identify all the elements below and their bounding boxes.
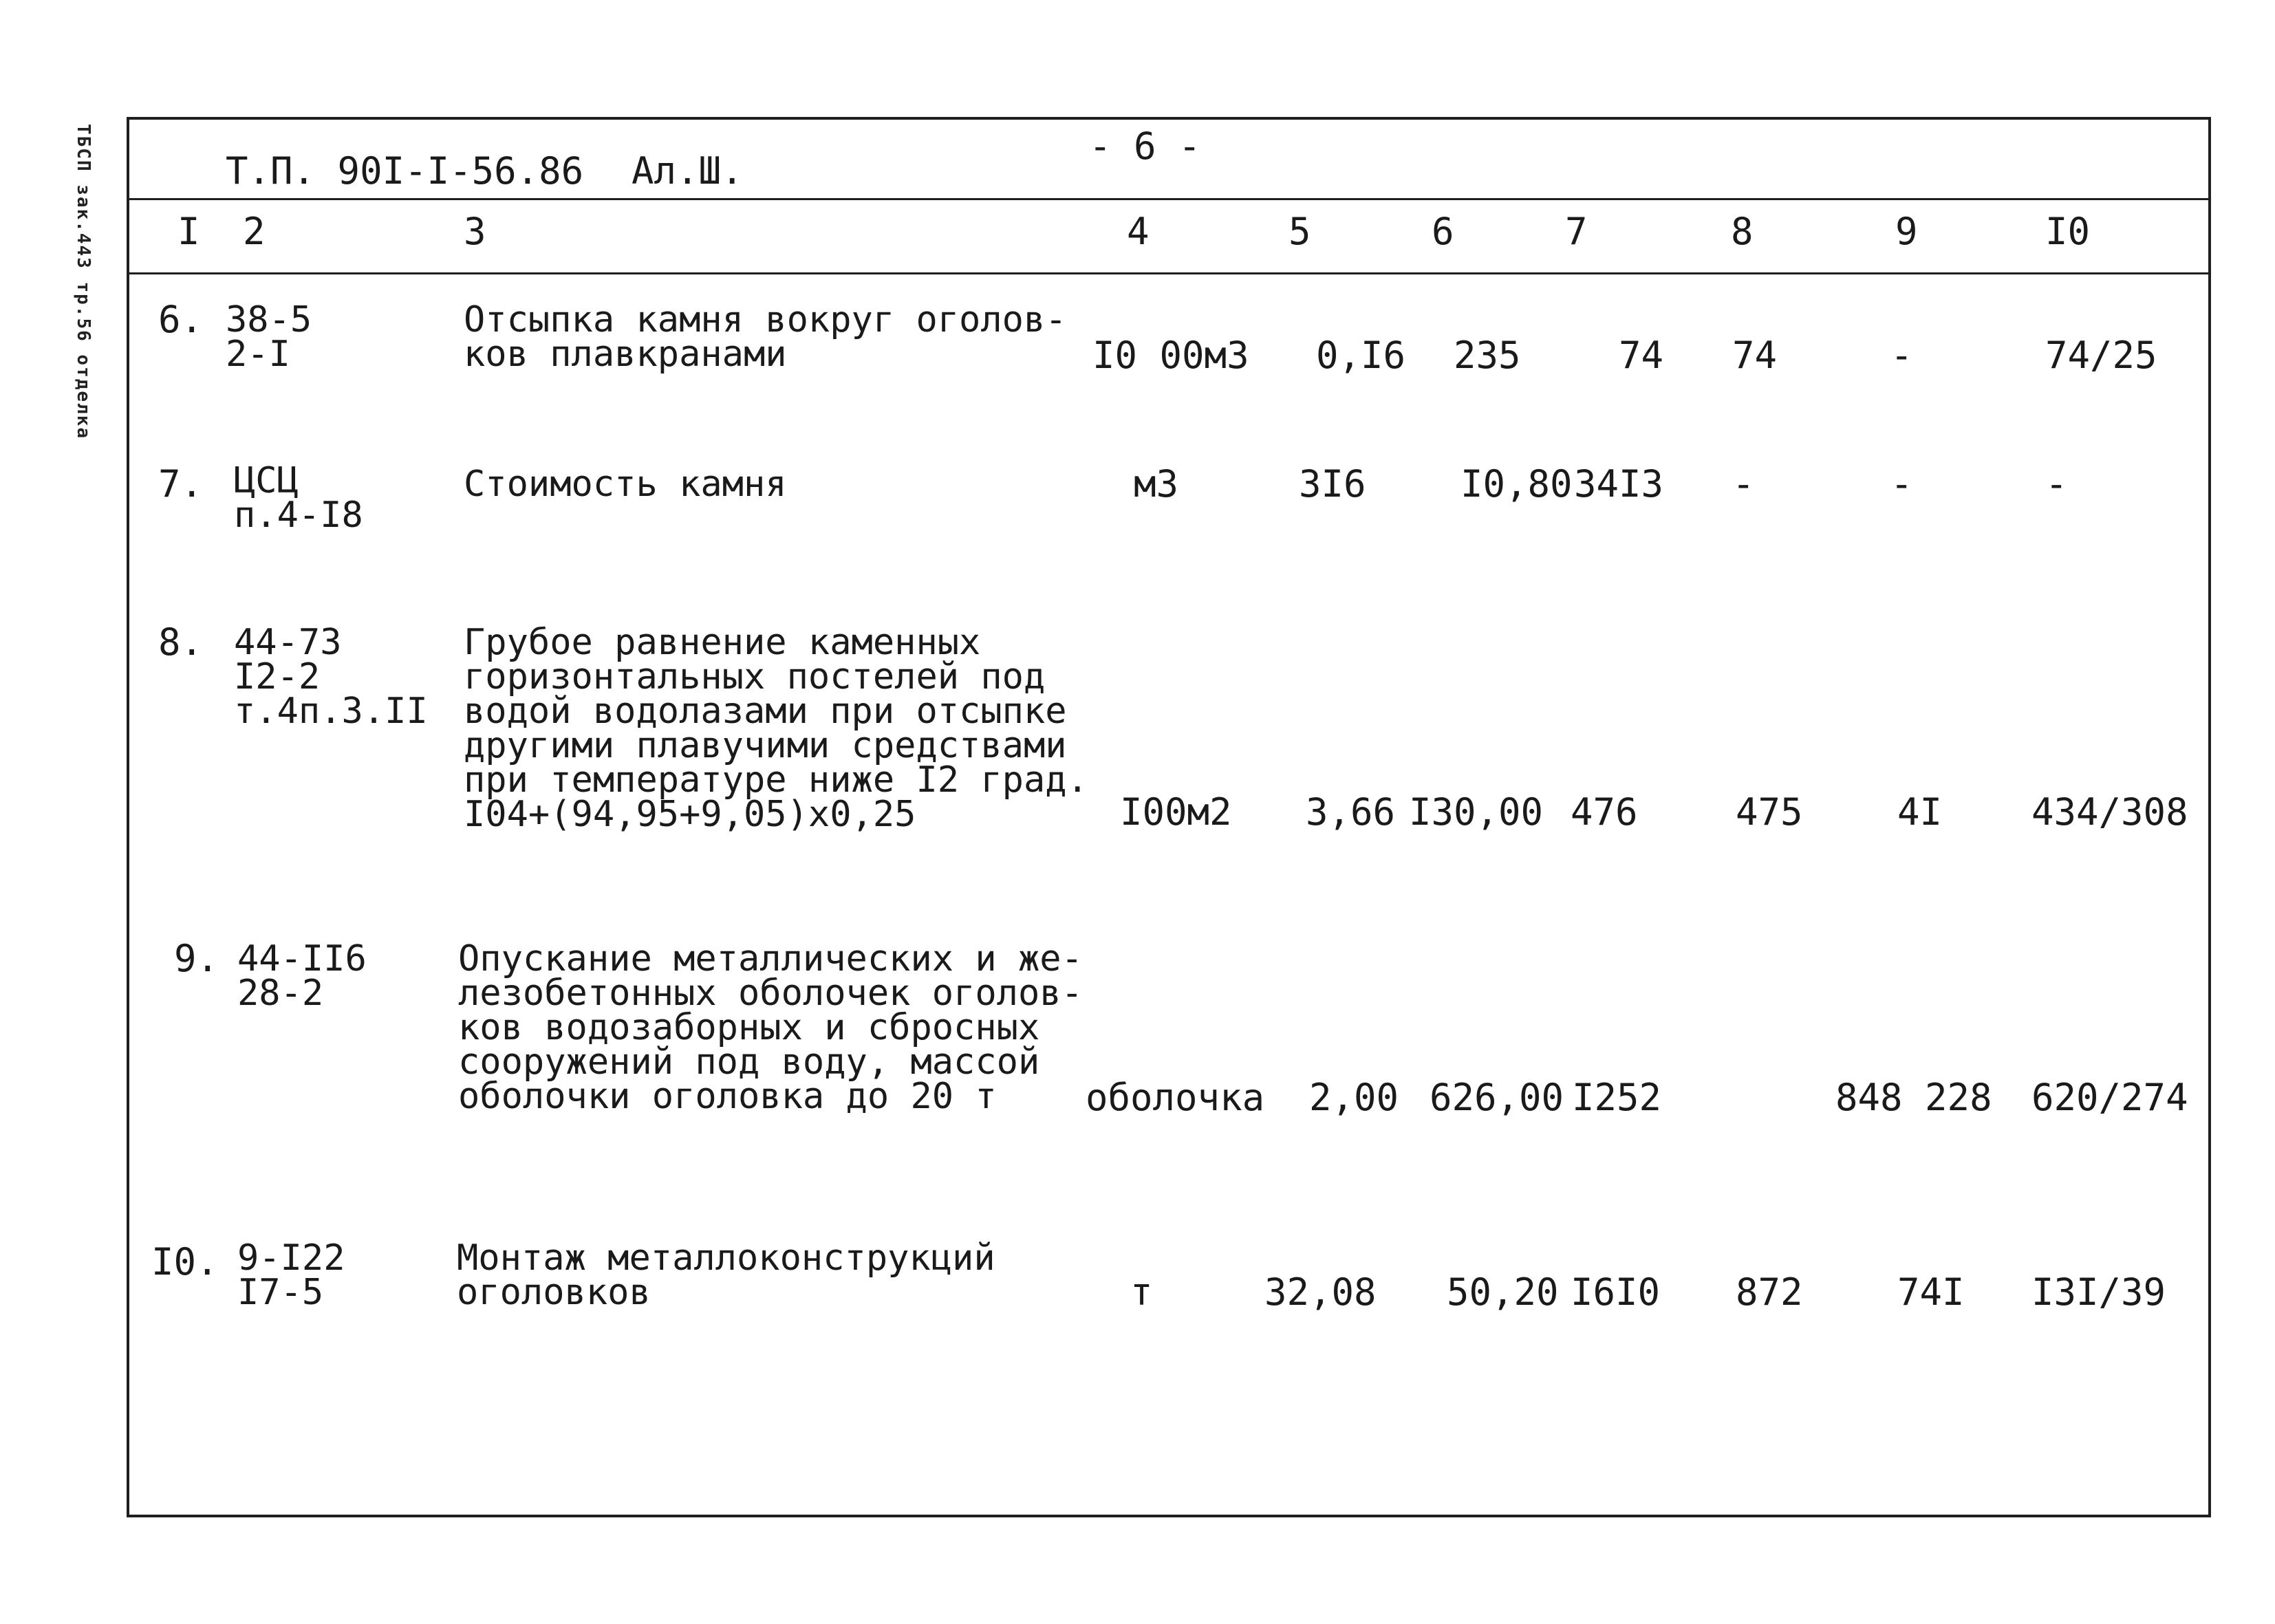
row-7-unit: м3 xyxy=(1134,462,1179,506)
row-8-price: I30,00 xyxy=(1409,790,1544,834)
row-6-quantity: 0,I6 xyxy=(1316,334,1406,377)
row-6-description: Отсыпка камня вокруг оголов- ков плавкранами xyxy=(464,299,1067,375)
row-8-col8: 475 xyxy=(1736,790,1803,834)
column-header-2: 2 xyxy=(243,210,266,253)
row-7-col10: - xyxy=(2045,462,2068,506)
row-8-unit: I00м2 xyxy=(1120,790,1232,834)
row-10-number: I0. xyxy=(151,1240,219,1284)
row-7-total: 34I3 xyxy=(1574,462,1664,506)
row-10-col9: 74I xyxy=(1897,1270,1965,1314)
row-6-col10: 74/25 xyxy=(2045,334,2157,377)
row-7-col8: - xyxy=(1732,462,1755,506)
column-header-5: 5 xyxy=(1289,210,1311,253)
column-header-3: 3 xyxy=(464,210,486,253)
document-code: Т.П. 90I-I-56.86 xyxy=(226,149,584,193)
row-6-number: 6. xyxy=(158,298,204,341)
row-6-price: 235 xyxy=(1454,334,1521,377)
row-10-price: 50,20 xyxy=(1447,1270,1559,1314)
row-9-quantity: 2,00 xyxy=(1309,1076,1399,1119)
row-7-description: Стоимость камня xyxy=(464,464,787,505)
row-7-number: 7. xyxy=(158,462,204,506)
row-7-col9: - xyxy=(1890,462,1913,506)
row-10-col8: 872 xyxy=(1736,1270,1803,1314)
row-7-price: I0,80 xyxy=(1460,462,1573,506)
row-6-unit: I0 00м3 xyxy=(1092,334,1249,377)
column-header-divider xyxy=(129,272,2208,274)
margin-note: ТБСП зак.443 тр.56 отделка xyxy=(73,124,94,440)
row-9-col10: 620/274 xyxy=(2031,1076,2188,1119)
row-10-unit: т xyxy=(1130,1270,1153,1314)
row-9-number: 9. xyxy=(174,937,219,980)
row-9-description: Опускание металлических и же- лезобетонных оболочек оголов- ков водозаборных и сбросных сооружений под воду, массой оболочки оголовка до 20 т xyxy=(458,938,1083,1117)
row-8-quantity: 3,66 xyxy=(1306,790,1396,834)
row-8-description: Грубое равнение каменных горизонтальных постелей под водой водолазами при отсыпке другими плавучими средствами при температуре ниже I2 град. I04+(94,95+9,05)х0,25 xyxy=(464,622,1088,835)
column-header-10: I0 xyxy=(2045,210,2091,253)
album-label: Ал.Ш. xyxy=(632,149,744,193)
row-9-ref: 44-II6 28-2 xyxy=(237,938,367,1014)
column-header-8: 8 xyxy=(1731,210,1754,253)
column-header-7: 7 xyxy=(1565,210,1588,253)
column-header-6: 6 xyxy=(1432,210,1454,253)
row-7-quantity: 3I6 xyxy=(1299,462,1366,506)
row-9-unit: оболочка xyxy=(1086,1076,1265,1119)
row-8-total: 476 xyxy=(1571,790,1638,834)
page-number: - 6 - xyxy=(1089,124,1201,168)
column-header-4: 4 xyxy=(1127,210,1150,253)
row-6-ref: 38-5 2-I xyxy=(226,299,312,375)
row-10-quantity: 32,08 xyxy=(1264,1270,1377,1314)
column-header-9: 9 xyxy=(1895,210,1918,253)
row-7-ref: ЦСЦ п.4-I8 xyxy=(234,460,363,536)
row-9-price: 626,00 xyxy=(1430,1076,1564,1119)
document-frame xyxy=(127,117,2211,1517)
row-8-number: 8. xyxy=(158,620,204,664)
row-6-col8: 74 xyxy=(1732,334,1778,377)
row-6-col9: - xyxy=(1890,334,1913,377)
row-9-total: I252 xyxy=(1572,1076,1662,1119)
row-8-col9: 4I xyxy=(1897,790,1943,834)
row-10-total: I6I0 xyxy=(1571,1270,1661,1314)
row-10-ref: 9-I22 I7-5 xyxy=(237,1237,345,1313)
column-header-1: I xyxy=(177,210,200,253)
row-10-description: Монтаж металлоконструкций оголовков xyxy=(457,1237,995,1313)
row-9-col9: 848 228 xyxy=(1835,1076,1992,1119)
row-10-col10: I3I/39 xyxy=(2031,1270,2166,1314)
row-6-total: 74 xyxy=(1619,334,1664,377)
row-8-ref: 44-73 I2-2 т.4п.3.II xyxy=(234,622,428,732)
row-8-col10: 434/308 xyxy=(2031,790,2188,834)
header-divider xyxy=(129,198,2208,200)
